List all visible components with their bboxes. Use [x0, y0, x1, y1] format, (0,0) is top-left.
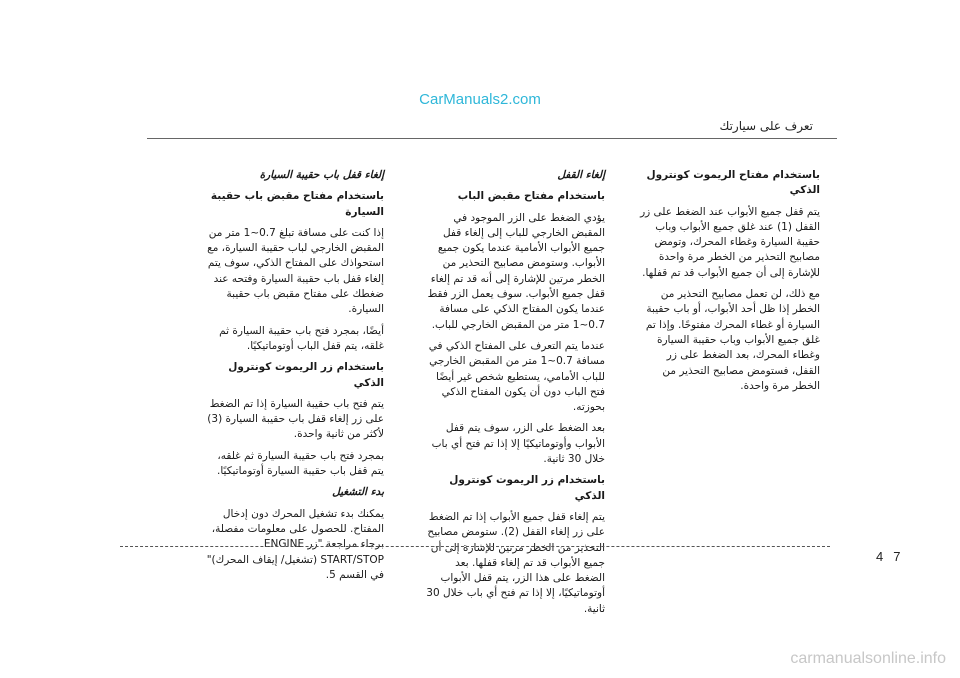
page-index: 7 — [893, 549, 901, 564]
section-heading: باستخدام مفتاح الريموت كونترول الذكي — [646, 169, 820, 197]
column-left — [204, 168, 384, 589]
topic-label: إلغاء القفل — [557, 169, 605, 181]
section-heading: باستخدام مفتاح مقبض باب حقيبة السيارة — [210, 190, 384, 218]
paragraph: بمجرد فتح باب حقيبة السيارة ثم غلقه، يتم قفل باب حقيبة السيارة أوتوماتيكيًا. — [216, 449, 384, 478]
paragraph: بعد الضغط على الزر، سوف يتم قفل الأبواب وأوتوماتيكيًا إلا إذا تم فتح أي باب خلال 30 ثانية. — [431, 422, 605, 466]
paragraph: أيضًا، بمجرد فتح باب حقيبة السيارة ثم غلقه، يتم قفل الباب أوتوماتيكيًا. — [219, 324, 384, 352]
topic-label: إلغاء قفل باب حقيبة السيارة — [259, 169, 384, 181]
page-chapter: 4 — [876, 549, 884, 564]
paragraph: يؤدي الضغط على الزر الموجود في المقبض الخارجي للباب إلى إلغاء قفل جميع الأبواب الأمامية عندما يكون جميع الأبواب. وستومض مصابيح التحذير من الخطر مرتين للإشارة إلى أنه قد تم إلغاء قفل جميع الأبواب. سوف يعمل الزر فقط عندما يكون المفتاح الذكي على مسافة 0.7~1 متر من المقبض الخارجي للباب. — [427, 211, 605, 331]
paragraph: عندما يتم التعرف على المفتاح الذكي في مسافة 0.7~1 متر من المقبض الخارجي للباب الأمامي، يستطيع شخص غير أيضًا فتح الباب دون أن يكون المفتاح الذكي بحوزته. — [428, 339, 605, 414]
paragraph: يتم فتح باب حقيبة السيارة إذا تم الضغط على زر إلغاء قفل باب حقيبة السيارة (3) لأكثر من ثانية واحدة. — [207, 397, 384, 441]
paragraph: إذا كنت على مسافة تبلغ 0.7~1 متر من المقبض الخارجي لباب حقيبة السيارة، مع استحواذك على المفتاح الذكي، سوف يتم إلغاء قفل باب حقيبة السيارة وفتحه عند ضغطك على مفتاح مقبض باب حقيبة السيارة. — [207, 226, 384, 316]
section-heading: باستخدام مفتاح مقبض الباب — [457, 190, 605, 203]
section-heading: باستخدام زر الريموت كونترول الذكي — [449, 474, 605, 502]
paragraph: يتم إلغاء قفل جميع الأبواب إذا تم الضغط على زر إلغاء القفل (2). ستومض مصابيح التحذير من الخطر مرتين للإشارة إلى أن جميع الأبواب قد تم إلغاء قفلها. بعد الضغط على هذا الزر، يتم قفل الأبواب أوتوماتيكيًا، إلا إذا تم فتح أي باب خلال 30 ثانية. — [426, 510, 605, 615]
footer-dashed-rule — [120, 546, 830, 547]
paragraph: يتم قفل جميع الأبواب عند الضغط على زر القفل (1) عند غلق جميع الأبواب وباب حقيبة السيارة وغطاء المحرك، وتومض مصابيح التحذير من الخطر مرة واحدة للإشارة إلى أن جميع الأبواب قد تم قفلها. — [640, 205, 820, 279]
watermark-top: CarManuals2.com — [419, 91, 541, 108]
section-heading: باستخدام زر الريموت كونترول الذكي — [228, 361, 384, 389]
paragraph: يمكنك بدء تشغيل المحرك دون إدخال المفتاح. للحصول على معلومات مفصلة، برجاء مراجعة "زر ENGINE START/STOP (تشغيل/ إيقاف المحرك)" في القسم 5. — [206, 507, 384, 581]
watermark-bottom: carmanualsonline.info — [790, 650, 946, 667]
column-middle — [425, 168, 605, 623]
page-number — [876, 549, 910, 564]
page-header-title: تعرف على سيارتك — [719, 119, 813, 133]
note-label: بدء التشغيل — [332, 486, 384, 499]
paragraph: مع ذلك، لن تعمل مصابيح التحذير من الخطر إذا ظل أحد الأبواب، أو باب حقيبة السيارة أو غطاء المحرك مفتوحًا. وإذا تم غلق جميع الأبواب وباب حقيبة السيارة وغطاء المحرك، بعد الضغط على زر القفل، فستومض مصابيح التحذير من الخطر مرة واحدة. — [645, 288, 820, 392]
header-rule — [147, 138, 837, 139]
column-right — [640, 168, 820, 400]
